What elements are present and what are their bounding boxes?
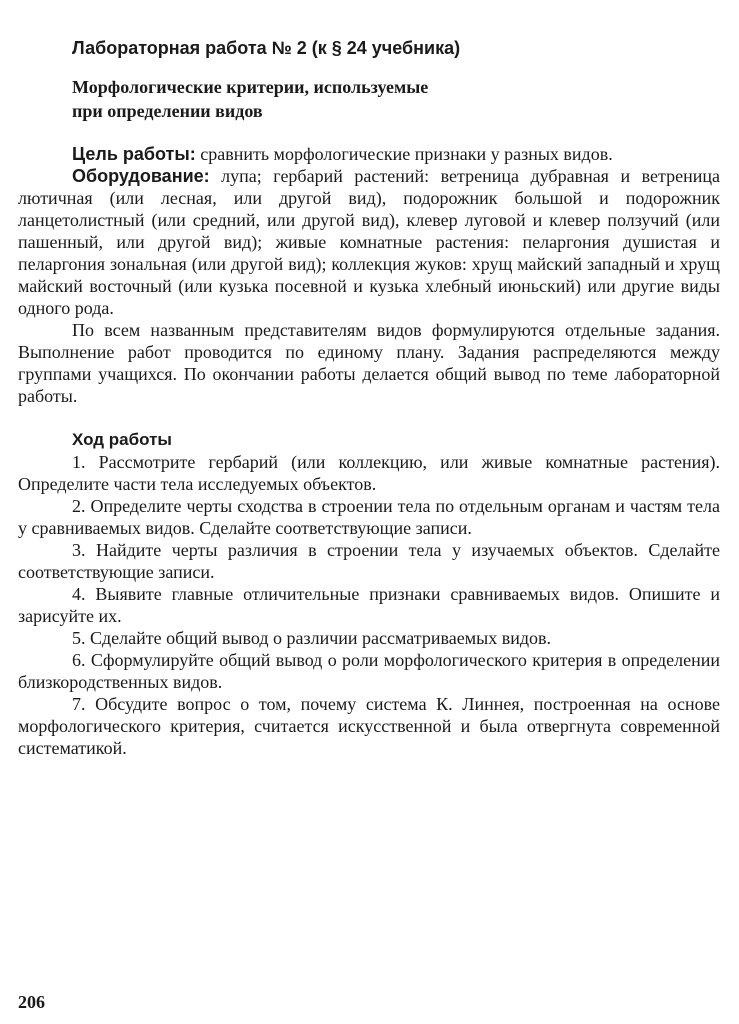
- procedure-step: 3. Найдите черты различия в строении тела у изучаемых объектов. Сделайте соответствующие записи.: [18, 540, 720, 582]
- procedure-step: 1. Рассмотрите гербарий (или коллекцию, или живые комнатные растения). Определите части тела исследуемых объектов.: [18, 452, 720, 494]
- intro-paragraph: По всем названным представителям видов формулируются отдельные задания. Выполнение работ проводится по единому плану. Задания распределяются между группами учащихся. По окончании работы делается общий вывод по теме лабораторной работы.: [18, 320, 720, 406]
- procedure-step: 7. Обсудите вопрос о том, почему система К. Линнея, построенная на основе морфологического критерия, считается искусственной и была отвергнута современной систематикой.: [18, 694, 720, 758]
- equipment-paragraph: [18, 165, 720, 319]
- subtitle-line-1: Морфологические критерии, используемые: [72, 77, 429, 97]
- subtitle-line-2: при определении видов: [72, 101, 263, 121]
- lab-title: Лабораторная работа № 2 (к § 24 учебника): [72, 38, 461, 58]
- body-text: [18, 143, 720, 759]
- goal-paragraph: [18, 143, 720, 165]
- equipment-label: Оборудование:: [72, 166, 210, 186]
- page-number: 206: [18, 992, 45, 1012]
- procedure-step: 5. Сделайте общий вывод о различии рассматриваемых видов.: [72, 628, 552, 648]
- equipment-text: лупа; гербарий растений: ветреница дубравная и ветреница лютичная (или лесная, или другой вид), подорожник большой и подорожник ланцетолистный (или средний, или другой вид), клевер луговой и клевер ползучий (или пашенный, или другой вид); живые комнатные растения: пеларгония душистая и пеларгония зональная (или другой вид); коллекция жуков: хрущ майский западный и хрущ майский восточный (или кузька посевной и кузька хлебный июньский) или другие виды одного рода.: [18, 166, 720, 318]
- procedure-step: 4. Выявите главные отличительные признаки сравниваемых видов. Опишите и зарисуйте их.: [18, 584, 720, 626]
- procedure-step: 2. Определите черты сходства в строении тела по отдельным органам и частям тела у сравниваемых видов. Сделайте соответствующие записи.: [18, 496, 720, 538]
- procedure-heading: Ход работы: [72, 430, 172, 449]
- goal-label: Цель работы:: [72, 144, 196, 164]
- goal-text: сравнить морфологические признаки у разных видов.: [195, 144, 613, 164]
- lab-subtitle: [72, 75, 632, 123]
- section-spacer: [18, 407, 720, 429]
- procedure-step: 6. Сформулируйте общий вывод о роли морфологического критерия в определении близкородственных видов.: [18, 650, 720, 692]
